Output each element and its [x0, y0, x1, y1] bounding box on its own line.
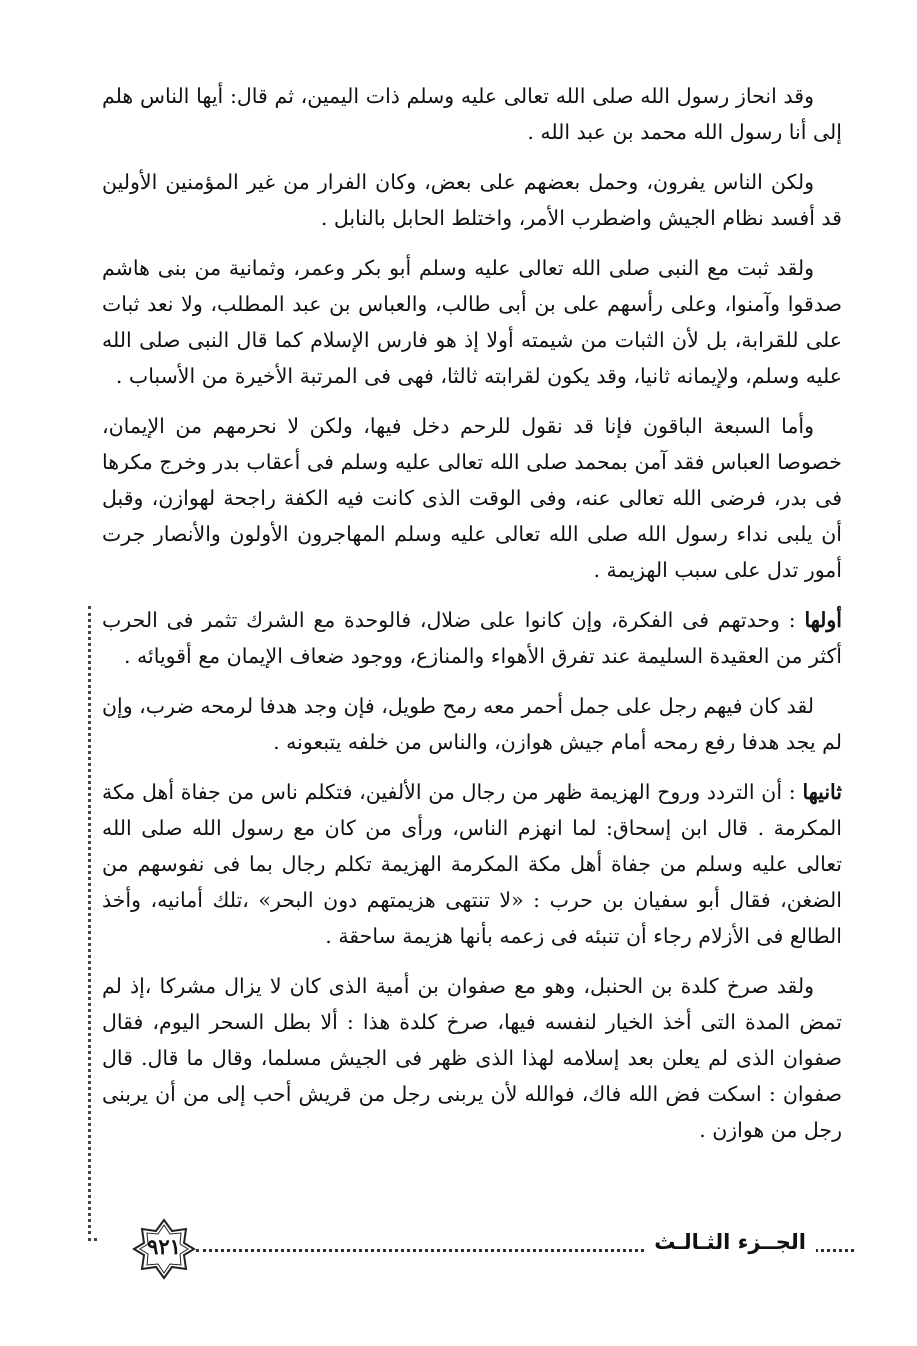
page-number: ٩٢١: [147, 1234, 181, 1259]
paragraph-5: [102, 602, 842, 674]
paragraph-text: : وحدتهم فى الفكرة، وإن كانوا على ضلال، فالوحدة مع الشرك تثمر فى الحرب أكثر من العقيدة السليمة عند تفرق الأهواء والمنازع، ووجود ضعاف الإيمان مع أقويائه .: [102, 608, 842, 668]
page-number-badge: [132, 1218, 196, 1280]
paragraph-text: وقد انحاز رسول الله صلى الله تعالى عليه وسلم ذات اليمين، ثم قال: أيها الناس هلم إلى أنا رسول الله محمد بن عبد الله .: [102, 84, 842, 144]
paragraph-lead: ثانيها: [802, 780, 842, 804]
page-footer: [88, 1218, 854, 1280]
paragraph-text: ولقد ثبت مع النبى صلى الله تعالى عليه وسلم أبو بكر وعمر، وثمانية من بنى هاشم صدقوا وآمنوا، وعلى رأسهم على بن أبى طالب، والعباس بن عبد المطلب، ولا نعد ثبات على للقرابة، بل لأن الثبات من شيمته أولا إذ هو فارس الإسلام كما قال النبى صلى الله عليه وسلم، ولإيمانه ثانيا، وقد يكون لقرابته ثالثا، فهى فى المرتبة الأخيرة من الأسباب .: [102, 256, 842, 388]
paragraph-6: [102, 688, 842, 760]
paragraph-text: : أن التردد وروح الهزيمة ظهر من رجال من الألفين، فتكلم ناس من جفاة أهل مكة المكرمة . قال ابن إسحاق: لما انهزم الناس، ورأى من كان مع رسول الله صلى الله تعالى عليه وسلم من جفاة أهل مكة المكرمة الهزيمة تكلم رجال بما فى نفوسهم من الضغن، فقال أبو سفيان بن حرب : «لا تنتهى هزيمتهم دون البحر» ،تلك أمانيه، وأخذ الطالع فى الأزلام رجاء أن تنبئه فى زعمه بأنها هزيمة ساحقة .: [102, 780, 842, 948]
paragraph-8: [102, 968, 842, 1148]
paragraph-3: [102, 250, 842, 394]
margin-bracket: [88, 606, 97, 1241]
page-body: [102, 78, 842, 1162]
volume-title: الجــزء الثـالـث: [644, 1230, 816, 1254]
paragraph-text: وأما السبعة الباقون فإنا قد نقول للرحم دخل فيها، ولكن لا نحرمهم من الإيمان، خصوصا العباس فقد آمن بمحمد صلى الله تعالى عليه وسلم فى أعقاب بدر وخرج مكرها فى بدر، فرضى الله تعالى عنه، وفى الوقت الذى كانت فيه الكفة راجحة لهوازن، وقبل أن يلبى نداء رسول الله صلى الله تعالى عليه وسلم المهاجرون الأولون والأنصار جرت أمور تدل على سبب الهزيمة .: [102, 414, 842, 582]
paragraph-text: ولقد صرخ كلدة بن الحنبل، وهو مع صفوان بن أمية الذى كان لا يزال مشركا ،إذ لم تمض المدة التى أخذ الخيار لنفسه فيها، صرخ كلدة هذا : ألا بطل السحر اليوم، فقال صفوان الذى لم يعلن بعد إسلامه لهذا الذى ظهر فى الجيش مسلما، وقال ما قال. قال صفوان : اسكت فض الله فاك، فوالله لأن يربنى رجل من قريش أحب إلى من أن يربنى رجل من هوازن .: [102, 974, 842, 1142]
paragraph-4: [102, 408, 842, 588]
paragraph-text: لقد كان فيهم رجل على جمل أحمر معه رمح طويل، فإن وجد هدفا لرمحه ضرب، وإن لم يجد هدفا رفع رمحه أمام جيش هوازن، والناس من خلفه يتبعونه .: [102, 694, 842, 754]
paragraph-7: [102, 774, 842, 954]
paragraph-text: ولكن الناس يفرون، وحمل بعضهم على بعض، وكان الفرار من غير المؤمنين الأولين قد أفسد نظام الجيش واضطرب الأمر، واختلط الحابل بالنابل .: [102, 170, 842, 230]
paragraph-lead: أولها: [804, 608, 842, 632]
paragraph-2: [102, 164, 842, 236]
paragraph-1: [102, 78, 842, 150]
